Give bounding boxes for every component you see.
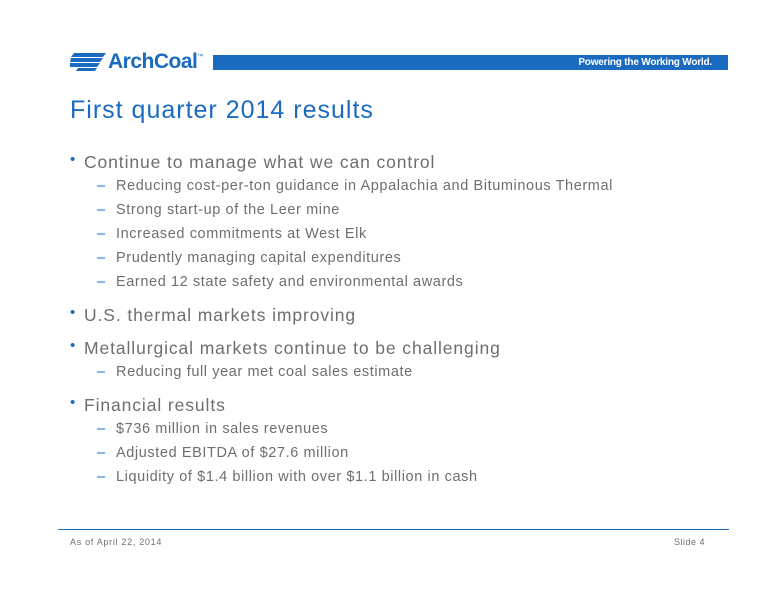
footer-divider	[58, 529, 729, 530]
sub-bullet-text: Adjusted EBITDA of $27.6 million	[116, 445, 349, 461]
slide-number: Slide 4	[673, 537, 705, 547]
sub-bullet-item	[70, 198, 720, 222]
bullet-text: Financial results	[84, 395, 226, 415]
sub-bullet-item	[70, 360, 720, 384]
bullet-dot-icon: •	[70, 151, 77, 168]
bullet-dot-icon: •	[70, 304, 77, 321]
sub-bullet-item	[70, 465, 720, 489]
arch-coal-logo	[70, 52, 203, 72]
bullet-group	[70, 150, 720, 294]
dash-icon: –	[97, 250, 106, 266]
sub-bullet-text: Prudently managing capital expenditures	[116, 250, 402, 266]
sub-bullet-item	[70, 246, 720, 270]
dash-icon: –	[97, 226, 106, 242]
bullet-item	[70, 150, 720, 174]
sub-bullet-item	[70, 222, 720, 246]
bullet-item	[70, 303, 720, 327]
slide-title: First quarter 2014 results	[70, 96, 374, 124]
logo-text: ArchCoal	[108, 50, 198, 73]
bullet-dot-icon: •	[70, 337, 77, 354]
sub-bullet-item	[70, 417, 720, 441]
footer-date: As of April 22, 2014	[70, 537, 163, 547]
dash-icon: –	[97, 202, 106, 218]
arch-coal-logo-icon	[70, 53, 106, 71]
dash-icon: –	[97, 274, 106, 290]
dash-icon: –	[97, 421, 106, 437]
bullet-group	[70, 303, 720, 327]
tagline: Powering the Working World.	[578, 57, 712, 68]
header-bar	[213, 55, 728, 70]
sub-bullet-text: Reducing cost-per-ton guidance in Appalachia and Bituminous Thermal	[116, 178, 613, 194]
bullet-text: Metallurgical markets continue to be challenging	[84, 338, 501, 358]
slide-content	[70, 150, 720, 498]
sub-bullet-text: Liquidity of $1.4 billion with over $1.1 billion in cash	[116, 469, 478, 485]
sub-bullet-item	[70, 270, 720, 294]
sub-bullet-text: Increased commitments at West Elk	[116, 226, 367, 242]
bullet-group	[70, 336, 720, 384]
bullet-text: U.S. thermal markets improving	[84, 305, 357, 325]
sub-bullet-text: Earned 12 state safety and environmental awards	[116, 274, 464, 290]
dash-icon: –	[97, 445, 106, 461]
sub-bullet-item	[70, 174, 720, 198]
bullet-dot-icon: •	[70, 394, 77, 411]
sub-bullet-text: Reducing full year met coal sales estimate	[116, 364, 413, 380]
trademark-symbol: ™	[197, 54, 204, 60]
bullet-item	[70, 336, 720, 360]
sub-bullet-text: Strong start-up of the Leer mine	[116, 202, 340, 218]
bullet-text: Continue to manage what we can control	[84, 152, 436, 172]
sub-bullet-text: $736 million in sales revenues	[116, 421, 329, 437]
bullet-item	[70, 393, 720, 417]
sub-bullet-item	[70, 441, 720, 465]
bullet-group	[70, 393, 720, 489]
dash-icon: –	[97, 469, 106, 485]
dash-icon: –	[97, 178, 106, 194]
dash-icon: –	[97, 364, 106, 380]
